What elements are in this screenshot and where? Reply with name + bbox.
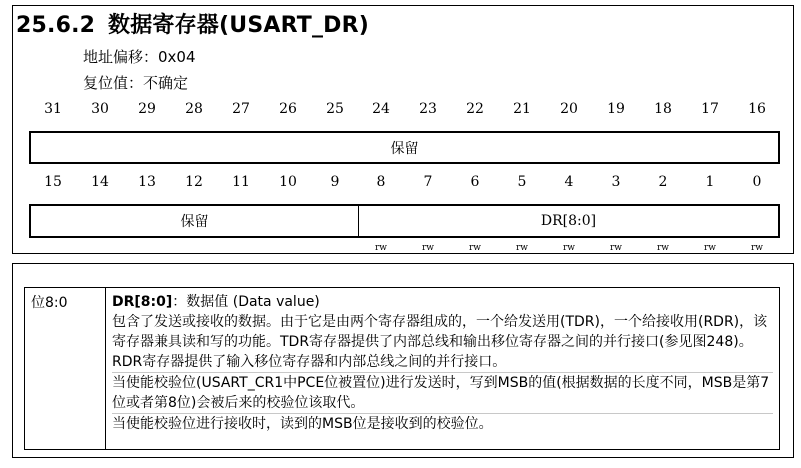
bit-number: 15 — [44, 174, 62, 190]
bit-number: 26 — [279, 101, 297, 117]
bit-number: 5 — [517, 174, 527, 190]
access-label: rw — [609, 243, 622, 253]
description-paragraph: 包含了发送或接收的数据。由于它是由两个寄存器组成的，一个给发送用(TDR)，一个给接收用(RDR)，该寄存器兼具读和写的功能。TDR寄存器提供了内部总线和输出移位寄存器之间的并行接口(参见图248)。RDR寄存器提供了输入移位寄存器和内部总线之间的并行接口。 — [112, 312, 773, 373]
bit-number: 24 — [372, 101, 390, 117]
bit-number: 4 — [564, 174, 574, 190]
bit-number: 12 — [185, 174, 203, 190]
access-label: rw — [750, 243, 763, 253]
access-label: rw — [421, 243, 434, 253]
reset-value: 复位值：不确定 — [83, 74, 189, 92]
bit-number: 30 — [91, 101, 109, 117]
bit-number: 20 — [560, 101, 578, 117]
dr-field: DR[8:0] — [358, 204, 780, 238]
access-label: rw — [468, 243, 481, 253]
access-label: rw — [374, 243, 387, 253]
description-paragraph: 当使能校验位(USART_CR1中PCE位被置位)进行发送时，写到MSB的值(根据数据的长度不同，MSB是第7位或者第8位)会被后来的校验位该取代。 — [112, 373, 773, 414]
bit-number: 14 — [91, 174, 109, 190]
bit-number: 19 — [607, 101, 625, 117]
field-heading — [112, 292, 773, 312]
access-label: rw — [703, 243, 716, 253]
bit-range-cell: 位8:0 — [24, 287, 106, 450]
description-paragraph: 当使能校验位进行接收时，读到的MSB位是接收到的校验位。 — [112, 416, 493, 432]
bit-number: 0 — [752, 174, 762, 190]
bit-number: 1 — [705, 174, 715, 190]
bit-number: 7 — [423, 174, 433, 190]
bit-number: 22 — [466, 101, 484, 117]
bit-number: 29 — [138, 101, 156, 117]
reserved-field-high: 保留 — [29, 131, 780, 164]
bit-number: 16 — [748, 101, 766, 117]
reserved-field-low: 保留 — [29, 204, 359, 238]
address-offset: 地址偏移：0x04 — [83, 48, 196, 66]
bit-number: 25 — [326, 101, 344, 117]
bit-number: 21 — [513, 101, 531, 117]
bit-number: 27 — [232, 101, 250, 117]
bit-number: 10 — [279, 174, 297, 190]
register-title: 数据寄存器(USART_DR) — [108, 13, 370, 38]
section-heading — [16, 8, 369, 39]
bit-number: 18 — [654, 101, 672, 117]
bit-number: 11 — [232, 174, 250, 190]
bit-number: 8 — [376, 174, 386, 190]
bit-number: 23 — [419, 101, 437, 117]
bit-number: 2 — [658, 174, 668, 190]
description-cell — [106, 287, 780, 450]
bit-number: 6 — [470, 174, 480, 190]
access-label: rw — [515, 243, 528, 253]
bit-number: 3 — [611, 174, 621, 190]
field-title: ：数据值 (Data value) — [172, 294, 320, 310]
bit-number: 17 — [701, 101, 719, 117]
access-label: rw — [562, 243, 575, 253]
section-number: 25.6.2 — [16, 13, 96, 38]
access-label: rw — [656, 243, 669, 253]
bit-number: 31 — [44, 101, 62, 117]
field-name: DR[8:0] — [112, 294, 173, 310]
bit-number: 13 — [138, 174, 156, 190]
bit-number: 9 — [330, 174, 340, 190]
bit-number: 28 — [185, 101, 203, 117]
